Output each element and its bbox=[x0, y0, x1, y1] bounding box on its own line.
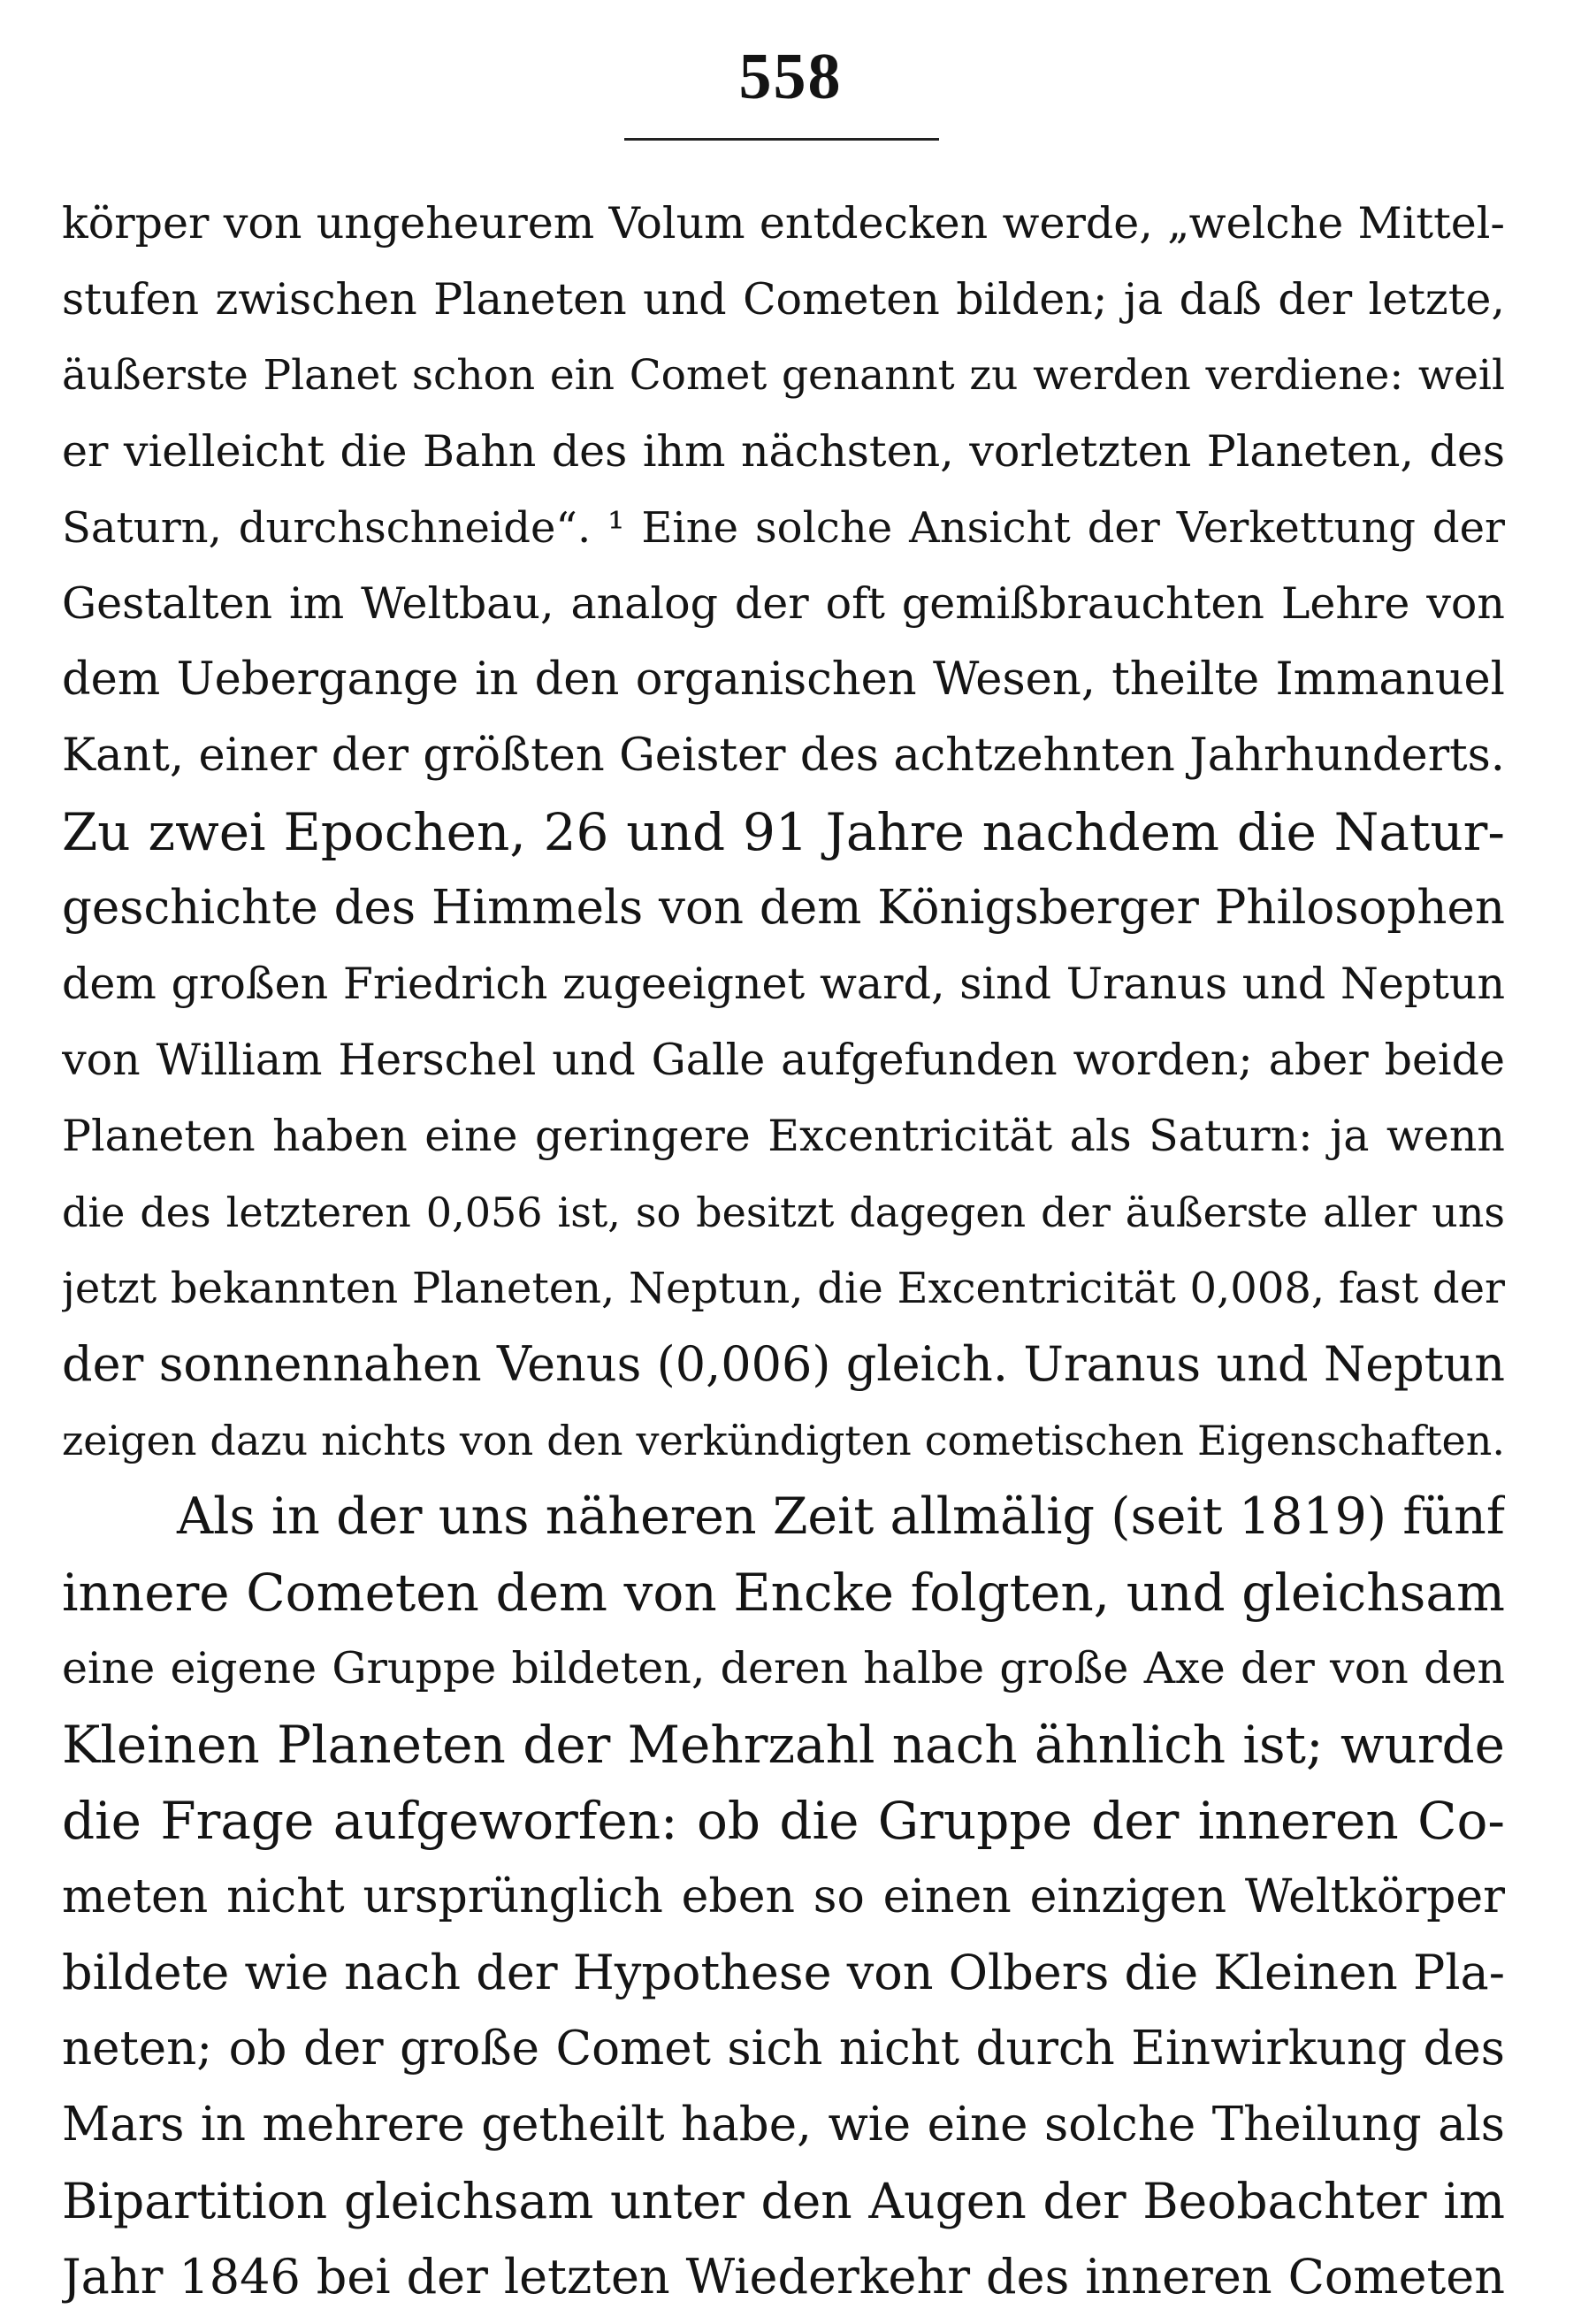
text-line: geschichte des Himmels von dem Königsberger Philosophen bbox=[62, 881, 1505, 935]
body-text bbox=[62, 186, 1505, 2315]
text-line: Gestalten im Weltbau, analog der oft gemißbrauchten Lehre von bbox=[62, 578, 1505, 629]
text-line: eine eigene Gruppe bildeten, deren halbe große Axe der von den bbox=[62, 1643, 1505, 1693]
text-line: innere Cometen dem von Encke folgten, und gleichsam bbox=[62, 1563, 1505, 1623]
header-rule bbox=[624, 138, 939, 141]
text-line: er vielleicht die Bahn des ihm nächsten, vorletzten Planeten, des bbox=[62, 426, 1505, 477]
text-line: dem großen Friedrich zugeeignet ward, sind Uranus und Neptun bbox=[62, 959, 1505, 1009]
text-line: Bipartition gleichsam unter den Augen der Beobachter im bbox=[62, 2173, 1505, 2229]
text-line: jetzt bekannten Planeten, Neptun, die Excentricität 0,008, fast der bbox=[62, 1264, 1505, 1313]
text-line: von William Herschel und Galle aufgefunden worden; aber beide bbox=[62, 1035, 1505, 1085]
text-line: Mars in mehrere getheilt habe, wie eine solche Theilung als bbox=[62, 2098, 1505, 2152]
text-line: äußerste Planet schon ein Comet genannt zu werden verdiene: weil bbox=[62, 351, 1505, 400]
text-line: neten; ob der große Comet sich nicht durch Einwirkung des bbox=[62, 2022, 1505, 2076]
text-line: die Frage aufgeworfen: ob die Gruppe der inneren Co- bbox=[62, 1791, 1505, 1851]
text-line: Saturn, durchschneide“. ¹ Eine solche Ansicht der Verkettung der bbox=[62, 503, 1505, 553]
text-line: Kant, einer der größten Geister des achtzehnten Jahrhunderts. bbox=[62, 730, 1505, 782]
page-number: 558 bbox=[738, 41, 843, 113]
text-line: der sonnennahen Venus (0,006) gleich. Uranus und Neptun bbox=[62, 1336, 1505, 1392]
text-line: dem Uebergange in den organischen Wesen, theilte Immanuel bbox=[62, 654, 1505, 706]
text-line: körper von ungeheurem Volum entdecken werde, „welche Mittel- bbox=[62, 198, 1505, 248]
text-line: meten nicht ursprünglich eben so einen einzigen Weltkörper bbox=[62, 1870, 1505, 1923]
text-line: bildete wie nach der Hypothese von Olbers die Kleinen Pla- bbox=[62, 1945, 1505, 2000]
text-line: die des letzteren 0,056 ist, so besitzt dagegen der äußerste aller uns bbox=[62, 1189, 1505, 1236]
text-line: stufen zwischen Planeten und Cometen bilden; ja daß der letzte, bbox=[62, 274, 1505, 325]
text-line: Jahr 1846 bei der letzten Wiederkehr des inneren Cometen bbox=[62, 2249, 1505, 2305]
text-line: Zu zwei Epochen, 26 und 91 Jahre nachdem die Natur- bbox=[62, 802, 1505, 862]
text-line: Als in der uns näheren Zeit allmälig (seit 1819) fünf bbox=[177, 1487, 1505, 1546]
text-line: Planeten haben eine geringere Excentricität als Saturn: ja wenn bbox=[62, 1111, 1505, 1161]
text-line: Kleinen Planeten der Mehrzahl nach ähnlich ist; wurde bbox=[62, 1715, 1505, 1775]
text-line: zeigen dazu nichts von den verkündigten cometischen Eigenschaften. bbox=[62, 1417, 1505, 1464]
